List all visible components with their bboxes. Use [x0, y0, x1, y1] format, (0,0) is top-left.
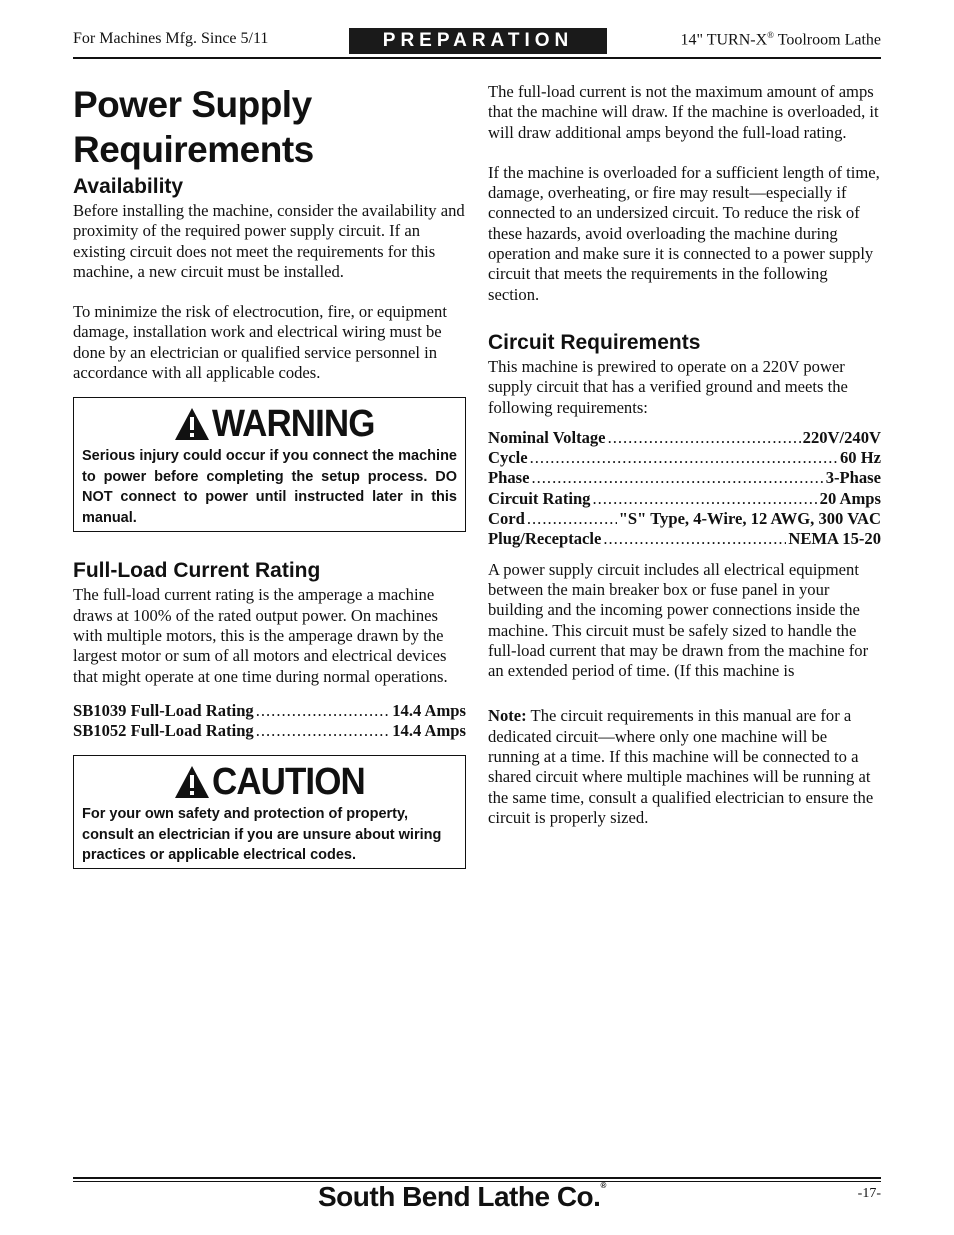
note-label: Note:	[488, 706, 527, 726]
page-number: -17-	[857, 1186, 881, 1201]
warning-triangle-icon	[174, 407, 210, 441]
header-rule	[73, 57, 881, 59]
warning-header	[82, 404, 457, 444]
spec-row: Cord ..... "S" Type, 4-Wire, 12 AWG, 300 VAC	[488, 509, 881, 529]
header-machine-date: For Machines Mfg. Since 5/11	[73, 30, 269, 47]
right-column	[488, 82, 881, 828]
page-header	[73, 28, 881, 58]
ratings-list	[73, 701, 466, 742]
spec-row: Cycle ..... 60 Hz	[488, 448, 881, 468]
warning-text: Serious injury could occur if you connect the machine to power before completing the setup process. DO NOT connect to power until instructed later in this manual.	[82, 448, 457, 526]
rating-row: SB1052 Full-Load Rating ..... 14.4 Amps	[73, 721, 466, 741]
spec-row: Circuit Rating ..... 20 Amps	[488, 489, 881, 509]
full-load-max-paragraph: The full-load current is not the maximum amount of amps that the machine will draw. If the machine is overloaded, it will draw additional amps beyond the full-load rating.	[488, 82, 879, 142]
page-title: Power Supply Requirements	[73, 84, 314, 170]
full-load-paragraph: The full-load current rating is the amperage a machine draws at 100% of the rated output power. On machines with multiple motors, this is the amperage drawn by the largest motor or sum of all motors and electrical devices that might operate at one time during normal operations.	[73, 585, 448, 686]
circuit-paragraph: This machine is prewired to operate on a 220V power supply circuit that has a verified ground and meets the following requirements:	[488, 356, 848, 417]
caution-box	[73, 755, 466, 869]
rating-row: SB1039 Full-Load Rating ..... 14.4 Amps	[73, 701, 466, 721]
availability-paragraph-2: To minimize the risk of electrocution, fire, or equipment damage, installation work and electrical wiring must be done by an electrician or qualified service personnel in accordance with all applicable codes.	[73, 302, 447, 383]
caution-triangle-icon	[174, 765, 210, 799]
spec-row: Plug/Receptacle ..... NEMA 15-20	[488, 529, 881, 549]
power-circuit-paragraph: A power supply circuit includes all electrical equipment between the main breaker box or fuse panel in your building and the incoming power connections inside the machine. This circuit must be safely sized to handle the full-load current that may be drawn from the machine for an extended period of time. (If this machine is	[488, 559, 869, 681]
caution-header	[82, 762, 457, 802]
circuit-requirements-heading: Circuit Requirements	[488, 330, 701, 354]
overload-paragraph: If the machine is overloaded for a sufficient length of time, damage, overheating, or fire may result—especially if connected to an undersized circuit. To reduce the risk of these hazards, avoid overloading the machine during operation and make sure it is connected to a power supply circuit that meets the requirements in the following section.	[488, 162, 880, 304]
left-column	[73, 82, 466, 869]
full-load-heading: Full-Load Current Rating	[73, 559, 321, 583]
availability-paragraph-1: Before installing the machine, consider the availability and proximity of the required power supply circuit. If an existing circuit does not meet the requirements for this machine, a new circuit must be installed.	[73, 201, 465, 281]
caution-text: For your own safety and protection of property, consult an electrician if you are unsure about wiring practices or applicable electrical codes.	[82, 806, 442, 864]
note-paragraph	[488, 706, 881, 828]
spec-row: Phase ..... 3-Phase	[488, 468, 881, 488]
warning-box	[73, 397, 466, 532]
warning-label: WARNING	[212, 403, 375, 446]
circuit-spec-list	[488, 428, 881, 550]
availability-heading: Availability	[73, 175, 184, 198]
brand-logo: South Bend Lathe Co.®	[318, 1181, 606, 1212]
footer-rule-top	[73, 1177, 881, 1179]
section-banner: PREPARATION	[349, 28, 607, 54]
spec-row: Nominal Voltage ..... 220V/240V	[488, 428, 881, 448]
header-model: 14" TURN-X® Toolroom Lathe	[680, 30, 881, 49]
caution-label: CAUTION	[212, 761, 365, 804]
note-text: The circuit requirements in this manual are for a dedicated circuit—where only one machine will be running at a time. If this machine will be connected to a shared circuit where multiple machines will be running at the same time, consult a qualified electrician to ensure the circuit is properly sized.	[488, 706, 874, 827]
